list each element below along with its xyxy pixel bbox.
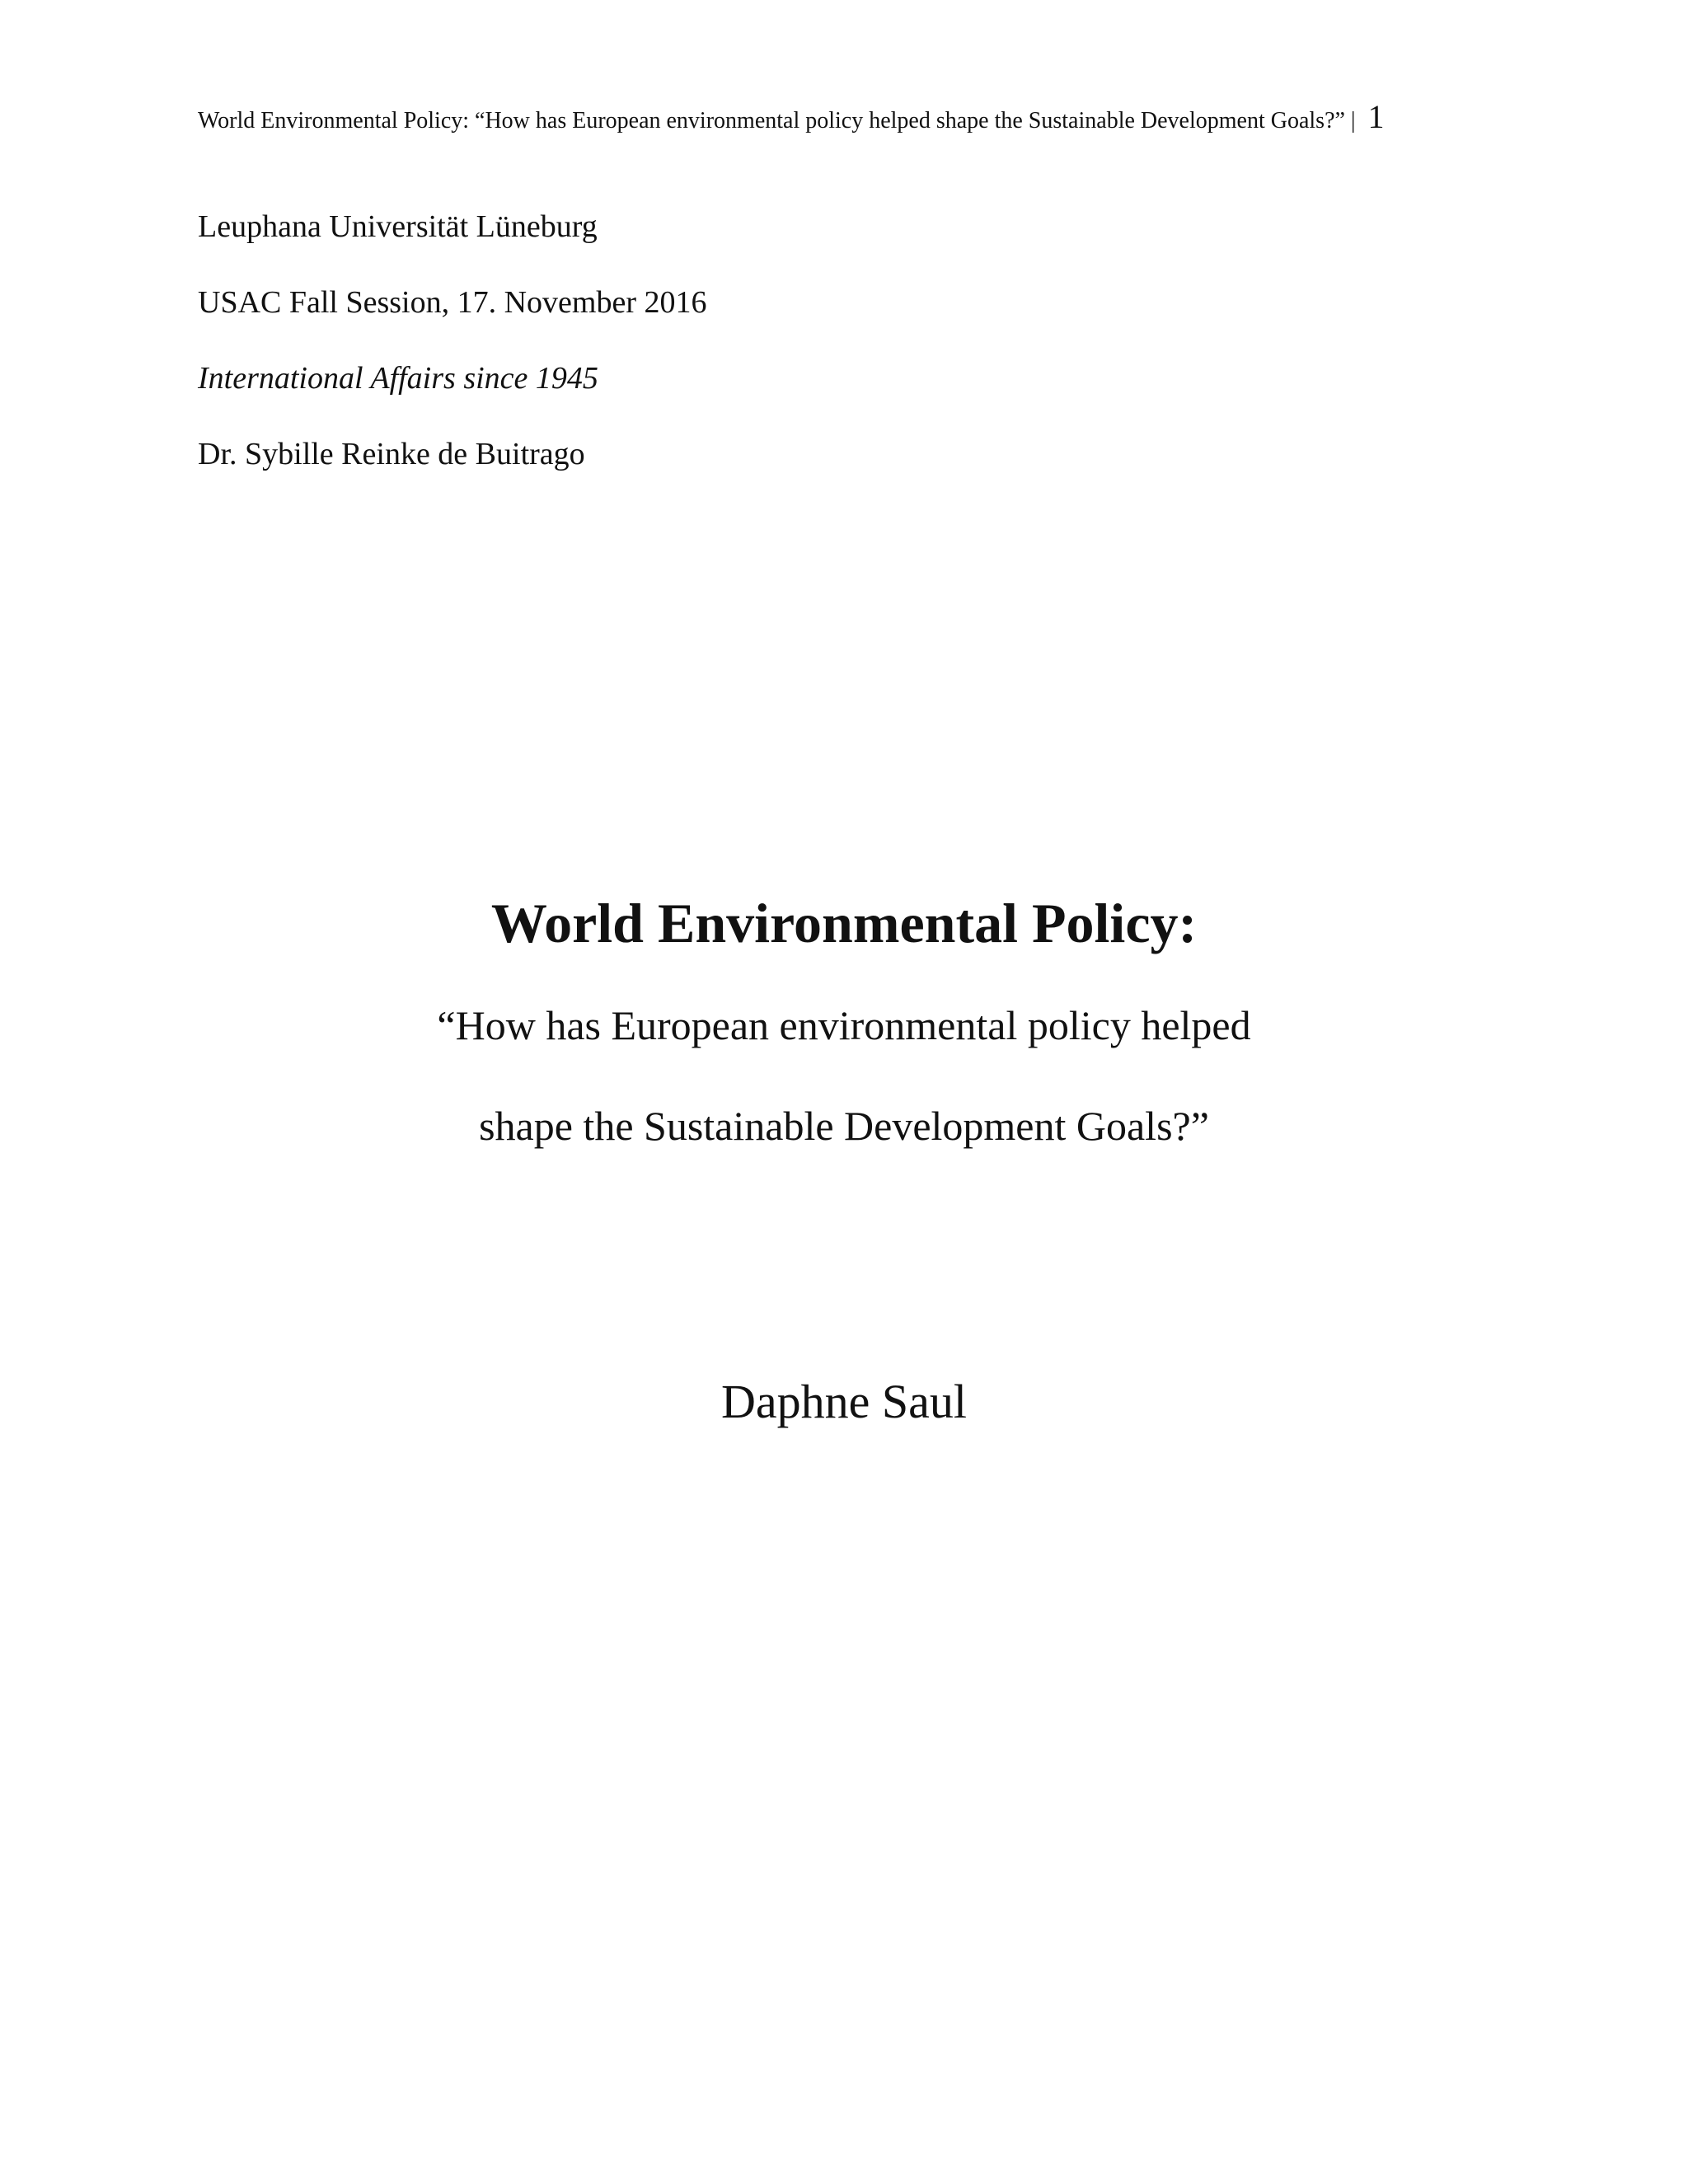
- running-header-separator: |: [1350, 108, 1356, 134]
- institution-line: Leuphana Universität Lüneburg: [198, 209, 598, 244]
- running-header: [198, 98, 1517, 136]
- subtitle-line-2: shape the Sustainable Development Goals?”: [479, 1103, 1209, 1149]
- session-date-line: USAC Fall Session, 17. November 2016: [198, 285, 707, 320]
- subtitle-line-1: “How has European environmental policy helped: [437, 1002, 1251, 1048]
- cover-meta-block: [198, 208, 1187, 511]
- running-header-title: World Environmental Policy: “How has European environmental policy helped shape the Sustainable Development Goals?”: [198, 108, 1345, 134]
- instructor-line: Dr. Sybille Reinke de Buitrago: [198, 437, 585, 471]
- page-number: 1: [1367, 98, 1385, 135]
- document-title: World Environmental Policy:: [490, 892, 1198, 954]
- author-name: Daphne Saul: [721, 1375, 967, 1428]
- course-line: International Affairs since 1945: [198, 361, 598, 396]
- title-block: [0, 890, 1688, 1151]
